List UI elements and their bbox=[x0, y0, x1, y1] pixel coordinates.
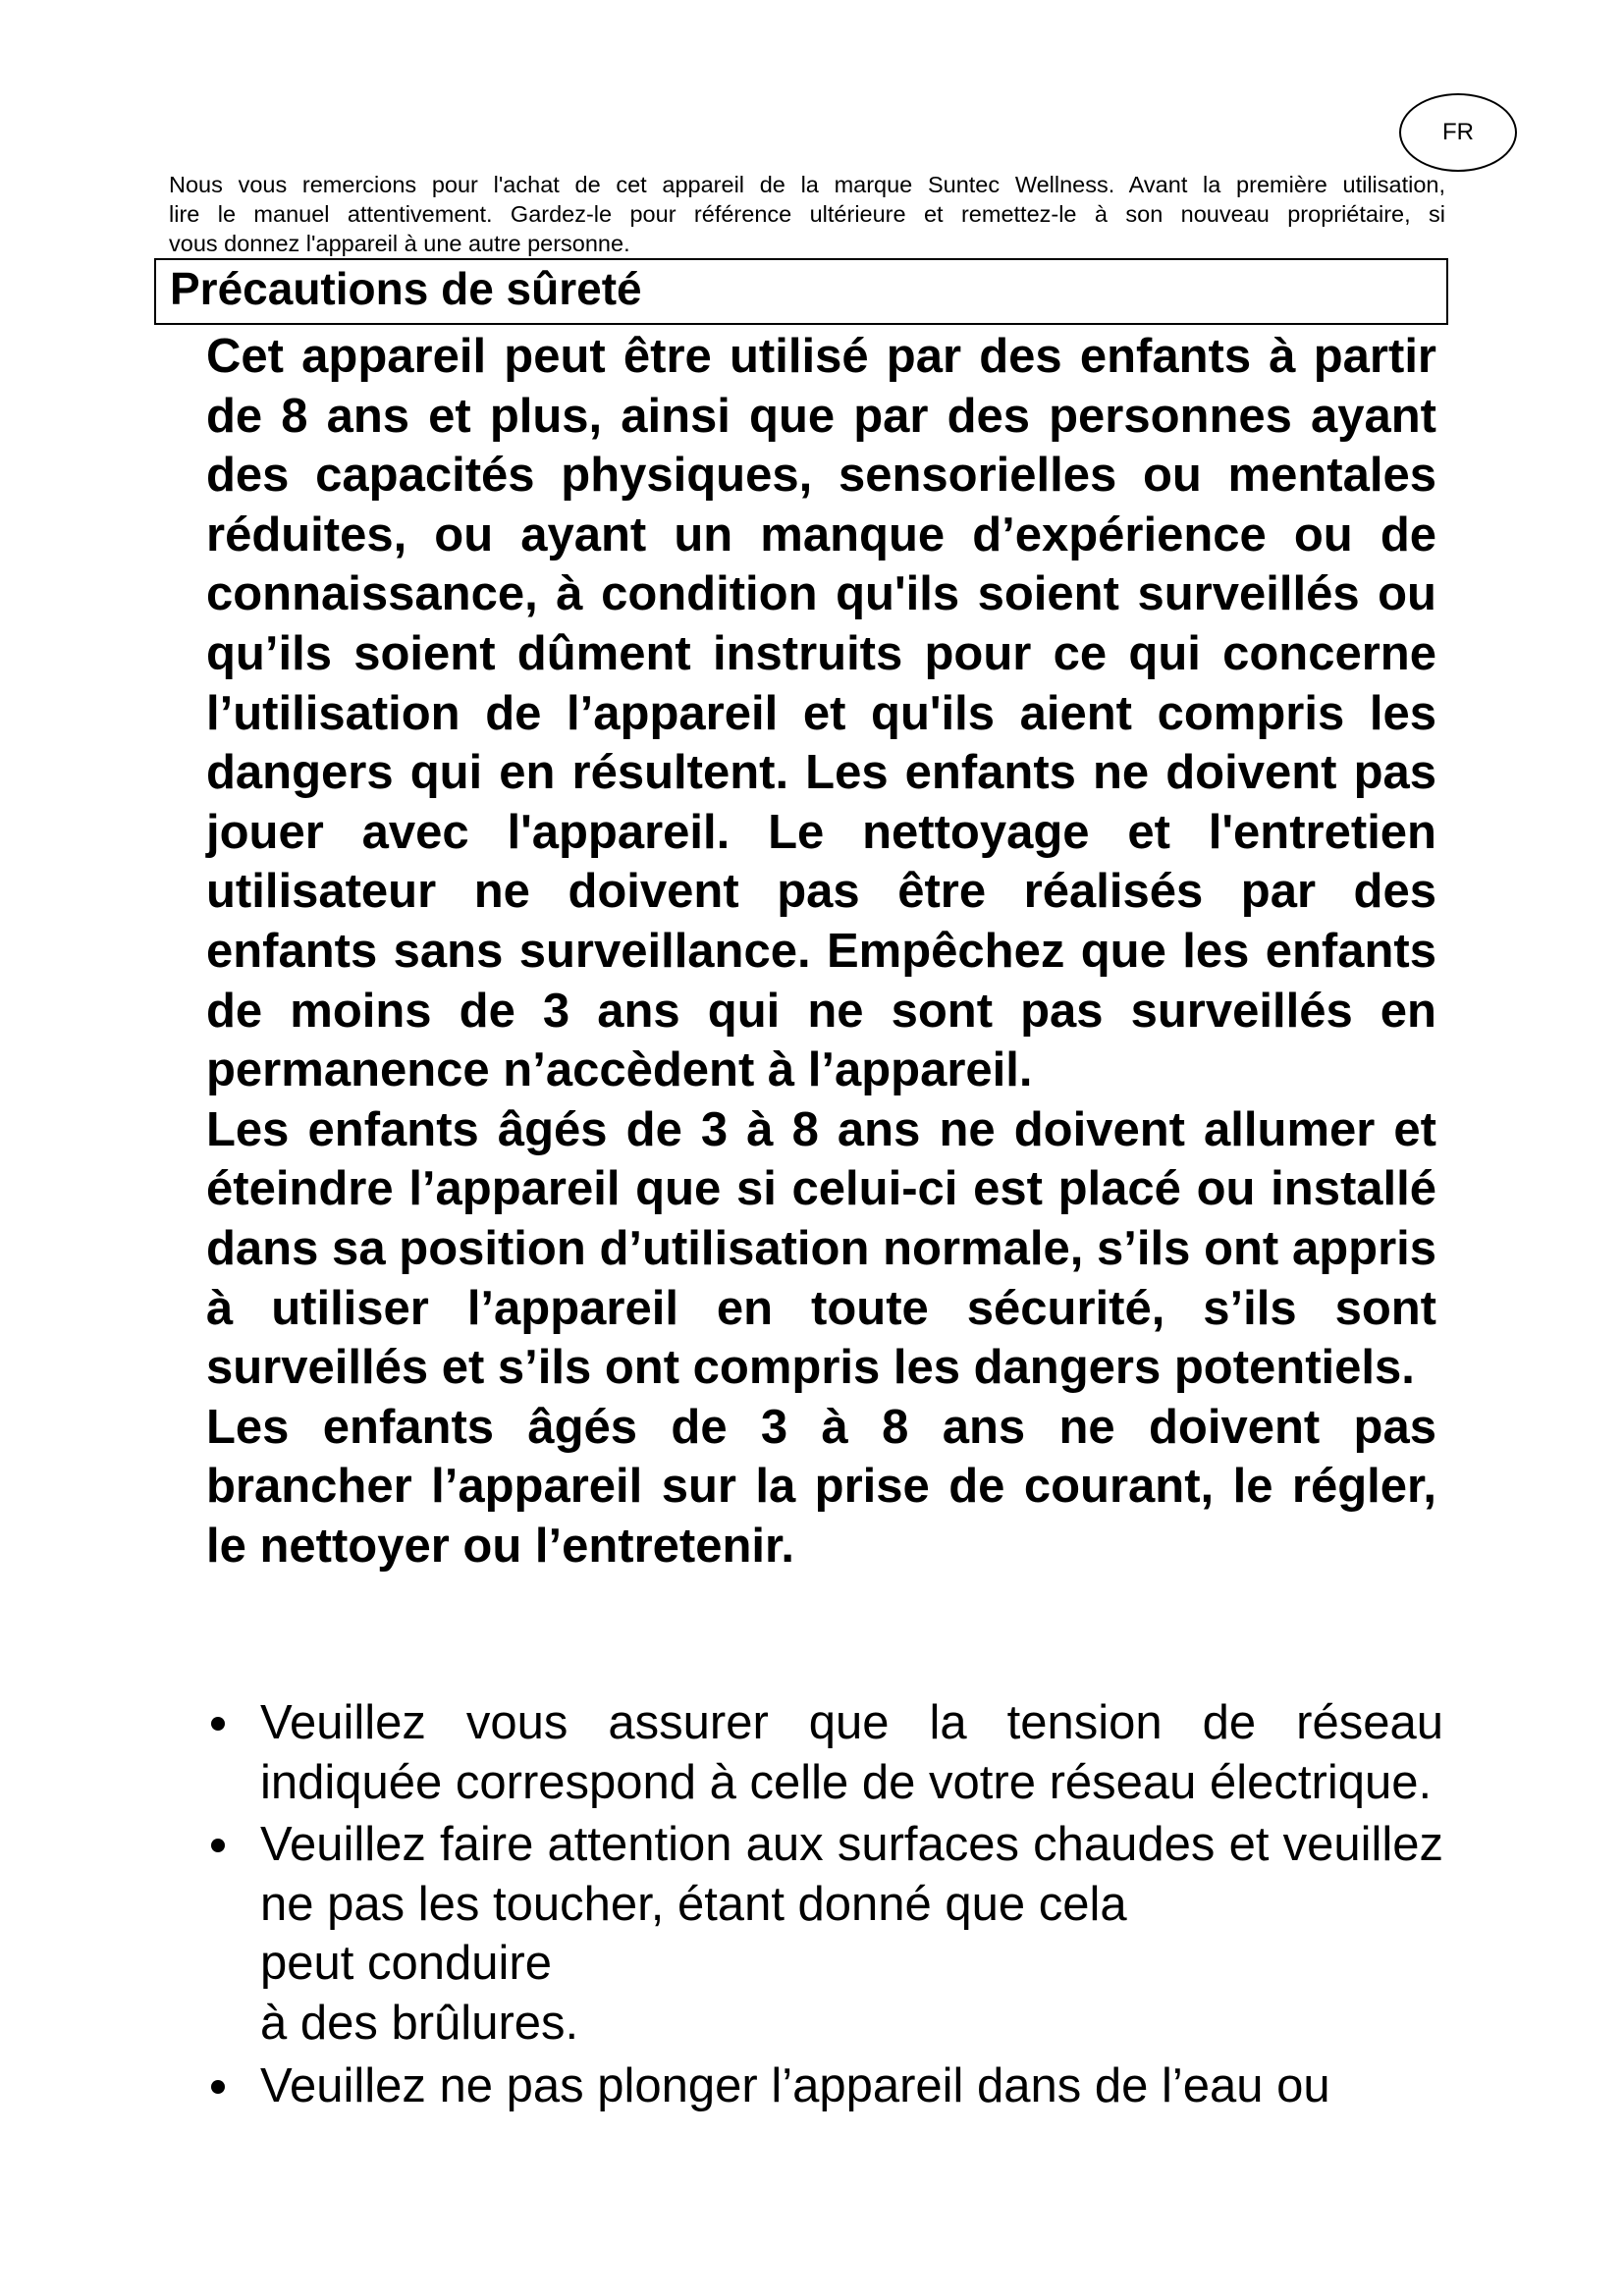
safety-paragraphs bbox=[206, 327, 1436, 1575]
bullet-text-continuation: peut conduire bbox=[260, 1937, 552, 1991]
intro-text bbox=[169, 170, 1445, 258]
safety-paragraph: Les enfants âgés de 3 à 8 ans ne doivent allumer et éteindre l’appareil que si celui-ci est placé ou installé dans sa position d’utilisation normale, s’ils ont appris à utiliser l’appareil en toute sécurité, s’ils sont surveillés et s’ils ont compris les dangers potentiels. bbox=[206, 1102, 1436, 1395]
bullet-text: Veuillez ne pas plonger l’appareil dans de l’eau ou bbox=[260, 2058, 1330, 2112]
intro-line: Nous vous remercions pour l'achat de cet appareil de la marque Suntec Wellness. Avant la première utilisation, bbox=[169, 172, 1445, 197]
bullet-icon bbox=[211, 1839, 225, 1852]
section-header-box bbox=[154, 258, 1448, 325]
bullet-text: Veuillez faire attention aux surfaces chaudes et veuillez ne pas les toucher, étant donné que cela bbox=[260, 1818, 1443, 1931]
bullet-text: Veuillez vous assurer que la tension de réseau indiquée correspond à celle de votre réseau électrique. bbox=[260, 1696, 1443, 1809]
safety-bullet-list bbox=[211, 1693, 1443, 2118]
bullet-item bbox=[211, 2056, 1443, 2116]
bullet-item bbox=[211, 1815, 1443, 2053]
language-badge: FR bbox=[1399, 93, 1517, 172]
safety-paragraph: Cet appareil peut être utilisé par des enfants à partir de 8 ans et plus, ainsi que par des personnes ayant des capacités physiques, sensorielles ou mentales réduites, ou ayant un manque d’expérience ou de connaissance, à condition qu'ils soient surveillés ou qu’ils soient dûment instruits pour ce qui concerne l’utilisation de l’appareil et qu'ils aient compris les dangers qui en résultent. Les enfants ne doivent pas jouer avec l'appareil. Le nettoyage et l'entretien utilisateur ne doivent pas être réalisés par des enfants sans surveillance. Empêchez que les enfants de moins de 3 ans qui ne sont pas surveillés en permanence n’accèdent à l’appareil. bbox=[206, 330, 1436, 1097]
safety-paragraph: Les enfants âgés de 3 à 8 ans ne doivent pas brancher l’appareil sur la prise de courant, le régler, le nettoyer ou l’entretenir. bbox=[206, 1400, 1436, 1573]
bullet-icon bbox=[211, 2080, 225, 2094]
section-title: Précautions de sûreté bbox=[170, 263, 642, 314]
bullet-icon bbox=[211, 1717, 225, 1731]
bullet-item bbox=[211, 1693, 1443, 1812]
intro-line: vous donnez l'appareil à une autre personne. bbox=[169, 231, 630, 256]
intro-line: lire le manuel attentivement. Gardez-le pour référence ultérieure et remettez-le à son nouveau propriétaire, si bbox=[169, 201, 1445, 227]
bullet-text-continuation: à des brûlures. bbox=[260, 1996, 579, 2050]
